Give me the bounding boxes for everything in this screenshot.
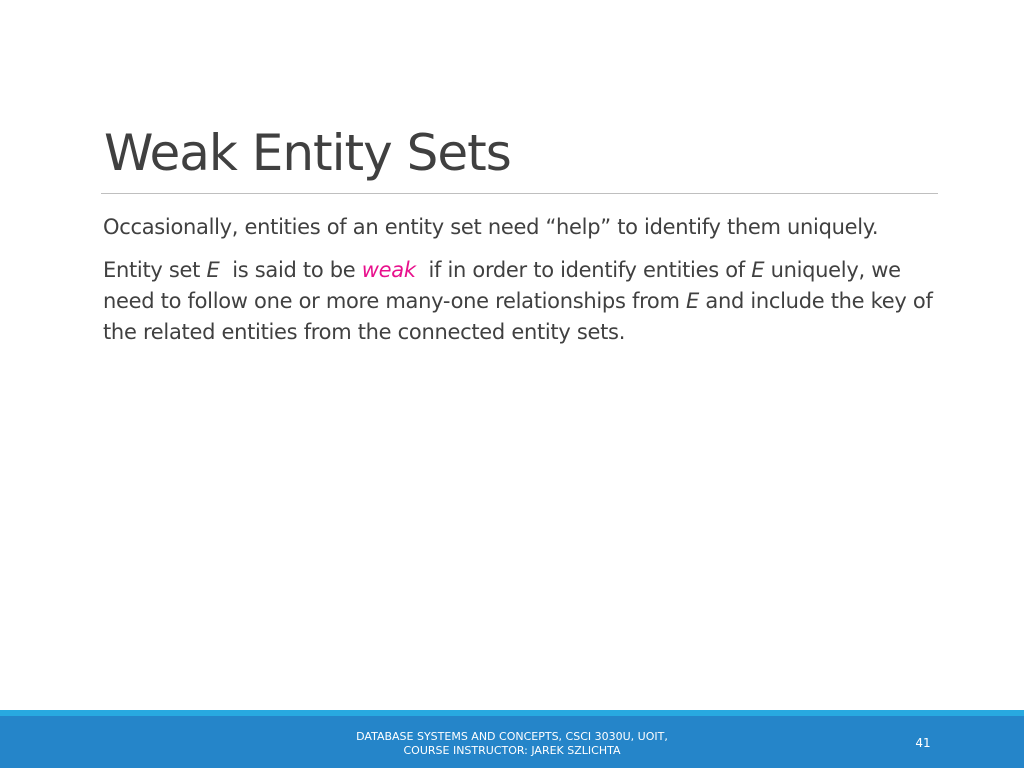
footer-bar (0, 716, 1024, 768)
slide-number: 41 (915, 736, 931, 750)
weak-term: weak (361, 258, 416, 282)
p2-text-4: uniquely, we need to follow one or more many-one relationships from (103, 258, 901, 313)
p2-text-3: if in order to identify entities of (415, 258, 752, 282)
body-paragraph-2 (103, 255, 943, 348)
entity-symbol-e: E (751, 258, 765, 282)
slide-title: Weak Entity Sets (104, 124, 511, 182)
title-divider (101, 193, 938, 194)
entity-symbol-e: E (686, 289, 699, 313)
p2-text-5: and include the key of the related entities from the connected entity sets. (103, 289, 933, 344)
slide-body (103, 212, 943, 360)
p2-text-1: Entity set (103, 258, 207, 282)
p2-text-2: is said to be (219, 258, 362, 282)
body-paragraph-1: Occasionally, entities of an entity set need “help” to identify them uniquely. (103, 215, 879, 239)
footer-line-1: DATABASE SYSTEMS AND CONCEPTS, CSCI 3030U, UOIT, (356, 730, 668, 743)
footer-line-2: COURSE INSTRUCTOR: JAREK SZLICHTA (403, 744, 621, 757)
entity-symbol-e: E (206, 258, 220, 282)
footer-course-info (312, 730, 712, 758)
